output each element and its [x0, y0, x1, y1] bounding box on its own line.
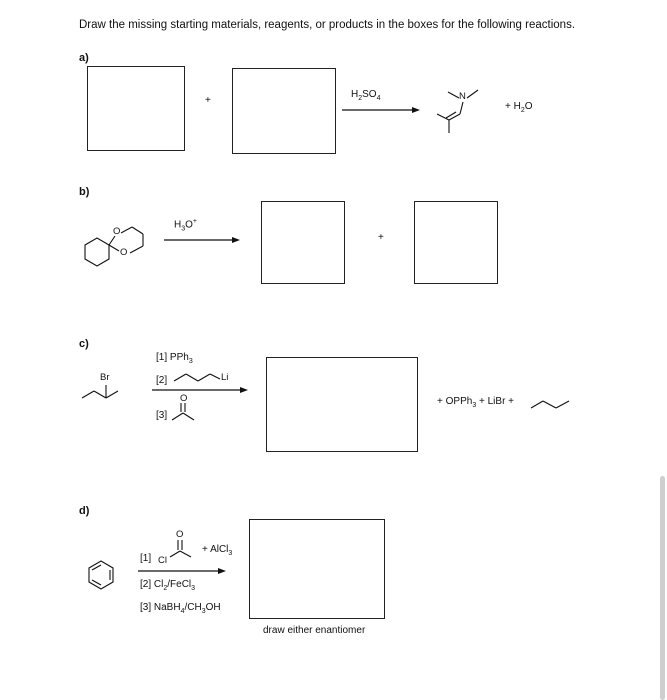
part-c-label: c) [79, 338, 89, 350]
vertical-scrollbar[interactable] [660, 476, 665, 700]
part-b-label: b) [79, 186, 90, 198]
part-b-oxygen-atom-2: O [120, 247, 128, 258]
part-d-lewis-acid: + AlCl$_3$ [202, 544, 233, 557]
part-c-step-3: [3] [156, 410, 168, 421]
part-a-water-byproduct: + $H_2O$ [505, 101, 533, 114]
part-b-reagent: $H_3O^+$ [174, 218, 198, 233]
part-d-label: d) [79, 505, 90, 517]
instructions-heading: Draw the missing starting materials, reagents, or products in the boxes for the following reactions. [79, 19, 576, 31]
part-c-lithium-atom: Li [221, 372, 229, 383]
part-a-label: a) [79, 52, 89, 64]
part-c-bromine-atom: Br [100, 372, 110, 383]
part-d-step-2: [2] $Cl_2/FeCl_3$ [140, 579, 196, 592]
part-b-oxygen-atom-1: O [113, 226, 121, 237]
part-d-caption: draw either enantiomer [263, 625, 366, 636]
part-d-step-3: [3] $NaBH_4/CH_3OH$ [140, 602, 221, 615]
part-c-byproducts: + OPPh$_3$ + LiBr + [437, 396, 515, 409]
part-c-oxygen-atom: O [180, 393, 188, 404]
part-b-plus: + [378, 232, 384, 243]
part-c-step-1: [1] PPh$_3$ [156, 352, 193, 365]
part-d-chlorine-atom: Cl [158, 555, 167, 566]
part-c-step-2: [2] [156, 375, 168, 386]
part-d-answer-box[interactable] [249, 519, 385, 619]
part-d-oxygen-atom: O [176, 529, 184, 540]
part-a-nitrogen-atom: N [459, 91, 466, 102]
part-d-step-1: [1] [140, 553, 152, 564]
part-a-plus: + [205, 95, 211, 106]
part-a-reagent: $H_2SO_4$ [351, 89, 381, 102]
